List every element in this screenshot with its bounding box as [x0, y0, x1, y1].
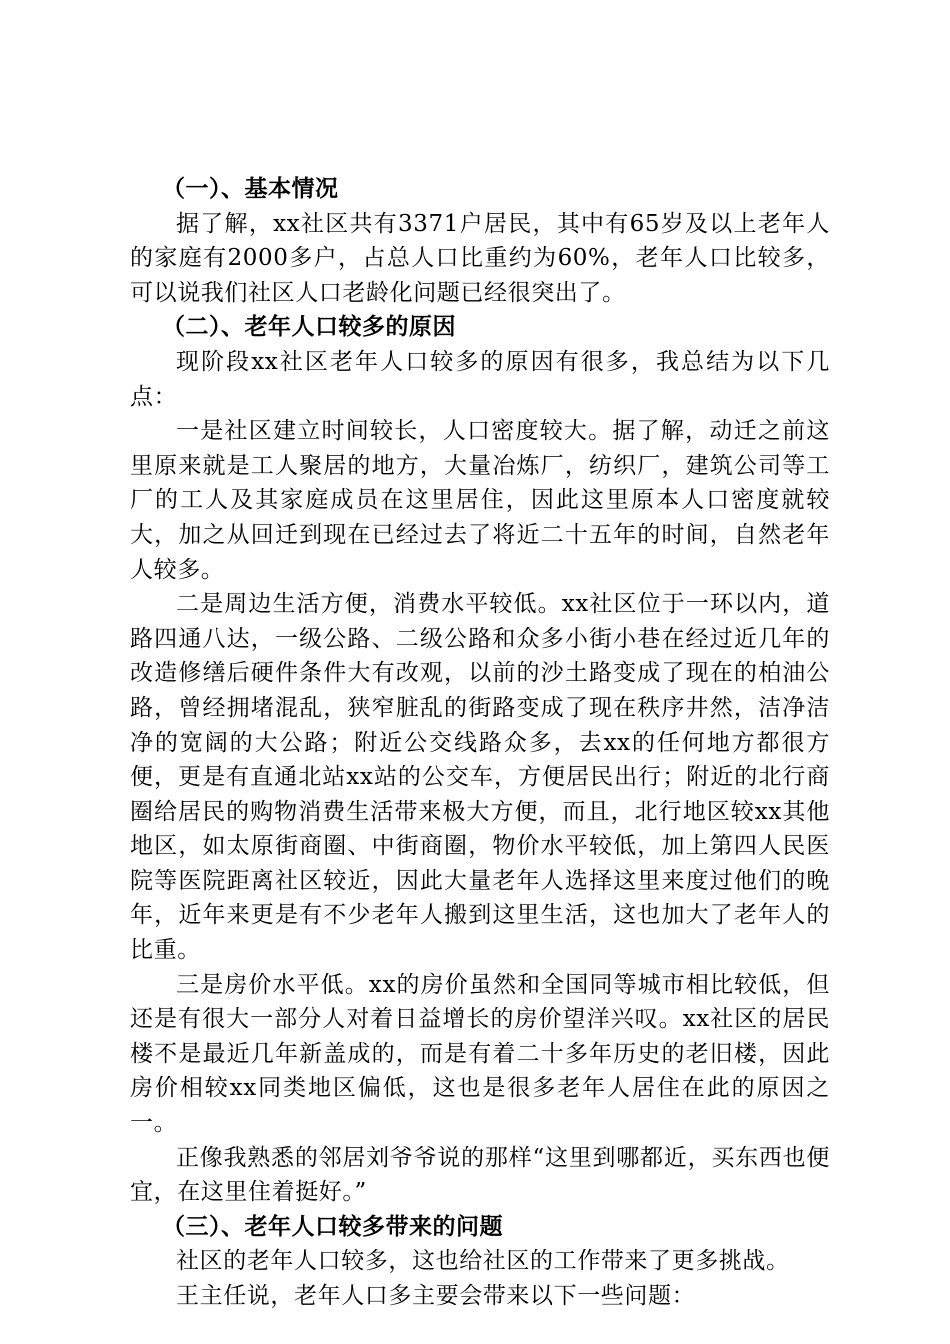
section-heading-reasons: （二）、老年人口较多的原因 — [162, 314, 456, 341]
section-heading-problems: （三）、老年人口较多带来的问题 — [162, 1213, 503, 1240]
paragraph: 社区的老年人口较多，这也给社区的工作带来了更多挑战。 — [176, 1248, 790, 1275]
document-page — [130, 172, 830, 1314]
section-heading-basic-situation: （一）、基本情况 — [162, 176, 339, 202]
paragraph: 据了解，xx社区共有3371户居民，其中有65岁及以上老年人的家庭有2000多户，占总人口比重约为60%，老年人口比较多，可以说我们社区人口老龄化问题已经很突出了。 — [130, 210, 830, 306]
paragraph: 二是周边生活方便，消费水平较低。xx社区位于一环以内，道路四通八达，一级公路、二级公路和众多小街小巷在经过近几年的改造修缮后硬件条件大有改观，以前的沙土路变成了现在的柏油公路，曾经拥堵混乱，狭窄脏乱的街路变成了现在秩序井然，洁净洁净的宽阔的大公路；附近公交线路众多，去xx的任何地方都很方便，更是有直通北站xx站的公交车，方便居民出行；附近的北行商圈给居民的购物消费生活带来极大方便，而且，北行地区较xx其他地区，如太原街商圈、中街商圈，物价水平较低，加上第四人民医院等医院距离社区较近，因此大量老年人选择这里来度过他们的晚年，近年来更是有不少老年人搬到这里生活，这也加大了老年人的比重。 — [130, 591, 830, 964]
paragraph: 王主任说，老年人口多主要会带来以下一些问题： — [176, 1283, 696, 1309]
paragraph: 一是社区建立时间较长，人口密度较大。据了解，动迁之前这里原来就是工人聚居的地方，大量冶炼厂，纺织厂，建筑公司等工厂的工人及其家庭成员在这里居住，因此这里原本人口密度就较大，加之从回迁到现在已经过去了将近二十五年的时间，自然老年人较多。 — [130, 418, 830, 583]
paragraph: 现阶段xx社区老年人口较多的原因有很多，我总结为以下几点： — [130, 348, 830, 410]
paragraph: 三是房价水平低。xx的房价虽然和全国同等城市相比较低，但还是有很大一部分人对着日益增长的房价望洋兴叹。xx社区的居民楼不是最近几年新盖成的，而是有着二十多年历史的老旧楼，因此房价相较xx同类地区偏低，这也是很多老年人居住在此的原因之一。 — [130, 971, 830, 1137]
paragraph: 正像我熟悉的邻居刘爷爷说的那样“这里到哪都近，买东西也便宜，在这里住着挺好。” — [130, 1144, 830, 1206]
